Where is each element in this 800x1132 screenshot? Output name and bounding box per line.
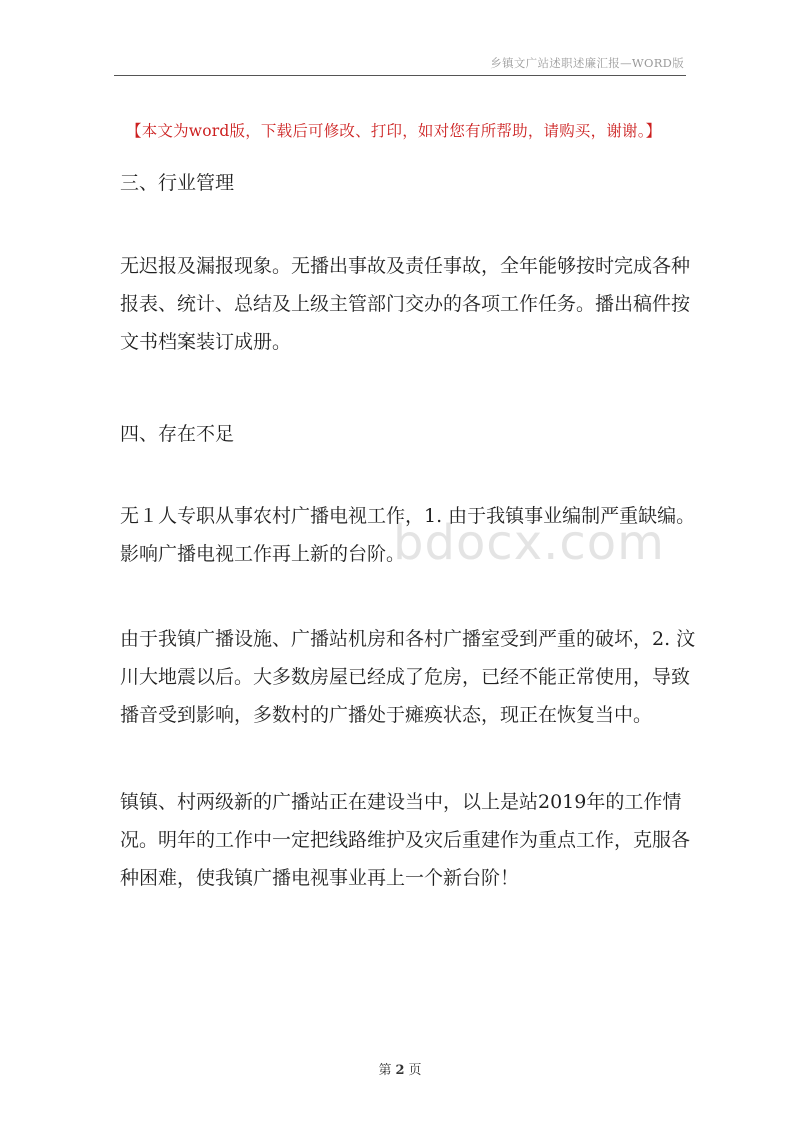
header-divider — [114, 75, 686, 76]
page-footer — [0, 1059, 800, 1078]
watermark: bdocx.com — [393, 515, 665, 571]
page-number: 2 — [395, 1063, 405, 1078]
paragraph-industry-management: 无迟报及漏报现象。无播出事故及责任事故，全年能够按时完成各种报表、统计、总结及上级主管部门交办的各项工作任务。播出稿件按文书档案装订成册。 — [120, 255, 691, 353]
section-heading-shortcomings: 四、存在不足 — [120, 423, 235, 445]
footer-suffix: 页 — [408, 1063, 422, 1078]
document-header-title: 乡镇文广站述职述廉汇报—WORD版 — [490, 56, 684, 70]
paragraph-reconstruction-plan: 镇镇、村两级新的广播站正在建设当中，以上是站2019年的工作情况。明年的工作中一定把线路维护及灾后重建作为重点工作，克服各种困难，使我镇广播电视事业再上一个新台阶！ — [120, 791, 691, 889]
paragraph-earthquake-damage: 由于我镇广播设施、广播站机房和各村广播室受到严重的破坏，2. 汶川大地震以后。大多数房屋已经成了危房，已经不能正常使用，导致播音受到影响，多数村的广播处于瘫痪状态，现正在恢复当中。 — [120, 628, 696, 726]
paragraph-staffing-shortage: 无１人专职从事农村广播电视工作，1. 由于我镇事业编制严重缺编。影响广播电视工作再上新的台阶。 — [120, 505, 696, 565]
purchase-notice: 【本文为word版，下载后可修改、打印，如对您有所帮助，请购买，谢谢。】 — [126, 122, 662, 140]
section-heading-industry-management: 三、行业管理 — [120, 172, 235, 194]
footer-prefix: 第 — [378, 1063, 392, 1078]
